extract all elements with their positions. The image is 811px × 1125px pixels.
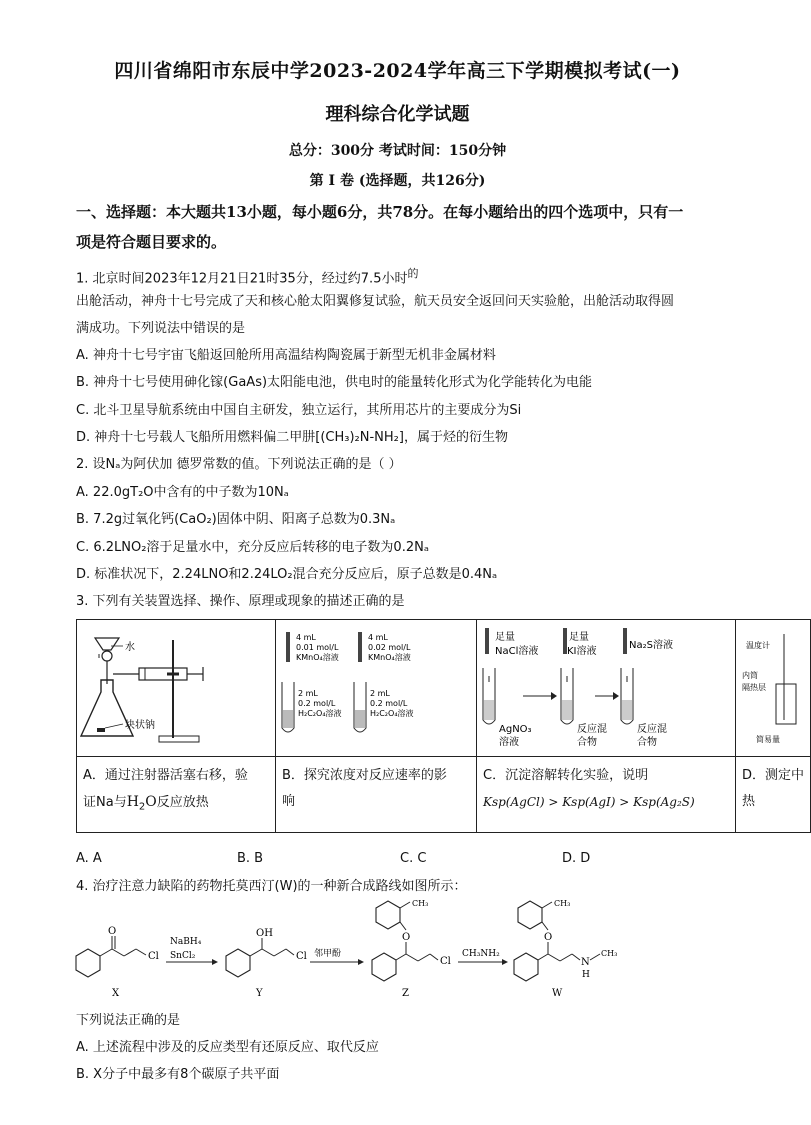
exam-subtitle: 理科综合化学试题 [325, 104, 470, 125]
apparatus-table [76, 619, 811, 833]
svg-text:4 mL: 4 mL [296, 633, 316, 642]
svg-text:0.02 mol/L: 0.02 mol/L [368, 643, 411, 652]
svg-text:KMnO₄溶液: KMnO₄溶液 [296, 653, 339, 662]
apparatus-b-cell [276, 620, 477, 757]
svg-text:KMnO₄溶液: KMnO₄溶液 [368, 653, 411, 662]
q2-stem: 2. 设Nₐ为阿伏加 德罗常数的值。下列说法正确的是（ ） [76, 457, 402, 472]
svg-text:O: O [544, 932, 553, 943]
svg-text:NaCl溶液: NaCl溶液 [495, 646, 539, 657]
svg-text:邻甲酚: 邻甲酚 [314, 949, 342, 959]
caption-d: D．测定中 热 [736, 757, 811, 833]
q1-option-b: B. 神舟十七号使用砷化镓(GaAs)太阳能电池，供电时的能量转化形式为化学能转化为电能 [76, 375, 593, 390]
label-sodium: 块状钠 [125, 720, 155, 731]
apparatus-c-figure [477, 620, 735, 752]
caption-c: C．沉淀溶解转化实验，说明 Ksp(AgCl) > Ksp(AgI) > Ksp(Ag₂S) [477, 757, 736, 833]
svg-text:Cl: Cl [148, 951, 159, 962]
q2-option-b: B. 7.2g过氧化钙(CaO₂)固体中阴、阳离子总数为0.3Nₐ [76, 512, 396, 527]
q2-option-d: D. 标准状况下，2.24LNO和2.24LO₂混合充分反应后，原子总数是0.4Nₐ [76, 567, 498, 582]
apparatus-d-figure [736, 620, 796, 752]
q1-option-d: D. 神舟十七号载人飞船所用燃料偏二甲肼[(CH₃)₂N-NH₂]，属于烃的衍生物 [76, 430, 508, 445]
q4-option-a: A. 上述流程中涉及的反应类型有还原反应、取代反应 [76, 1040, 379, 1055]
exam-title: 四川省绵阳市东辰中学2023-2024学年高三下学期模拟考试(一) [114, 60, 681, 82]
apparatus-a-cell [77, 620, 276, 757]
exam-meta: 总分：300分 考试时间：150分钟 [288, 143, 507, 159]
q4-stem: 4. 治疗注意力缺陷的药物托莫西汀(W)的一种新合成路线如图所示： [76, 879, 467, 894]
q4-follow: 下列说法正确的是 [76, 1013, 181, 1028]
q3-choice-c: C. C [400, 851, 427, 866]
svg-text:Z: Z [402, 988, 409, 999]
svg-text:0.01 mol/L: 0.01 mol/L [296, 643, 339, 652]
svg-text:反应混: 反应混 [577, 724, 607, 735]
svg-text:OH: OH [256, 928, 273, 939]
q3-choice-a: A. A [76, 851, 102, 866]
q1-stem-line-1: 1. 北京时间2023年12月21日21时35分，经过约7.5小时$^的$ [76, 267, 419, 287]
svg-text:NaBH₄: NaBH₄ [170, 937, 202, 947]
svg-text:H₂C₂O₄溶液: H₂C₂O₄溶液 [370, 709, 414, 718]
caption-a: A．通过注射器活塞右移，验 证Na与$H_2O$反应放热 [77, 757, 276, 833]
svg-text:X: X [112, 988, 120, 999]
apparatus-d-cell [736, 620, 811, 757]
apparatus-c-cell [477, 620, 736, 757]
caption-b: B．探究浓度对反应速率的影 响 [276, 757, 477, 833]
svg-text:Y: Y [256, 988, 263, 999]
svg-text:O: O [402, 932, 411, 943]
svg-text:SnCl₂: SnCl₂ [170, 951, 196, 961]
q1-option-a: A. 神舟十七号宇宙飞船返回舱所用高温结构陶瓷属于新型无机非金属材料 [76, 348, 496, 363]
svg-text:合物: 合物 [637, 737, 657, 748]
svg-text:2 mL: 2 mL [298, 689, 318, 698]
svg-text:反应混: 反应混 [637, 724, 667, 735]
svg-text:H₂C₂O₄溶液: H₂C₂O₄溶液 [298, 709, 342, 718]
svg-text:Na₂S溶液: Na₂S溶液 [629, 640, 673, 651]
svg-text:合物: 合物 [577, 737, 597, 748]
svg-text:溶液: 溶液 [499, 737, 519, 748]
svg-text:温度计: 温度计 [746, 641, 770, 650]
svg-text:CH₃NH₂: CH₃NH₂ [462, 949, 500, 959]
svg-text:内筒: 内筒 [742, 671, 758, 680]
svg-text:KI溶液: KI溶液 [567, 646, 597, 657]
q1-option-c: C. 北斗卫星导航系统由中国自主研发，独立运行，其所用芯片的主要成分为Si [76, 403, 522, 418]
svg-text:O: O [108, 926, 117, 937]
volume-heading: 第 I 卷 (选择题，共126分) [309, 173, 486, 189]
q3-choice-d: D. D [562, 851, 591, 866]
svg-text:AgNO₃: AgNO₃ [499, 724, 532, 735]
apparatus-a-figure [77, 620, 275, 752]
svg-text:W: W [552, 988, 563, 999]
svg-text:Cl: Cl [440, 956, 451, 967]
svg-text:CH₃: CH₃ [412, 899, 429, 908]
q1-stem-line-2: 出舱活动，神舟十七号完成了天和核心舱太阳翼修复试验，航天员安全返回问天实验舱，出舱活动取得圆 [76, 294, 675, 309]
svg-text:N: N [581, 957, 590, 968]
svg-text:CH₃: CH₃ [554, 899, 571, 908]
section-instructions [76, 197, 716, 257]
svg-text:CH₃: CH₃ [601, 949, 618, 958]
apparatus-b-figure [276, 620, 476, 752]
section-line-1: 一、选择题：本大题共13小题，每小题6分，共78分。在每小题给出的四个选项中，只有一 [76, 203, 684, 221]
q3-choice-b: B. B [237, 851, 264, 866]
synthesis-route-figure [66, 898, 666, 1002]
svg-text:隔热层: 隔热层 [742, 683, 766, 692]
q2-option-c: C. 6.2LNO₂溶于足量水中，充分反应后转移的电子数为0.2Nₐ [76, 540, 429, 555]
svg-text:足量: 足量 [495, 632, 515, 643]
svg-text:Cl: Cl [296, 951, 307, 962]
svg-text:简易量: 简易量 [756, 735, 780, 744]
svg-text:H: H [582, 970, 590, 980]
svg-text:4 mL: 4 mL [368, 633, 388, 642]
q3-stem: 3. 下列有关装置选择、操作、原理或现象的描述正确的是 [76, 594, 405, 609]
q1-stem-line-3: 满成功。下列说法中错误的是 [76, 321, 246, 336]
svg-text:0.2 mol/L: 0.2 mol/L [298, 699, 336, 708]
q2-option-a: A. 22.0gT₂O中含有的中子数为10Nₐ [76, 485, 289, 500]
svg-text:2 mL: 2 mL [370, 689, 390, 698]
svg-text:0.2 mol/L: 0.2 mol/L [370, 699, 408, 708]
section-line-2: 项是符合题目要求的。 [76, 233, 227, 251]
svg-text:足量: 足量 [569, 632, 589, 643]
label-water: 水 [125, 642, 135, 653]
q4-option-b: B. X分子中最多有8个碳原子共平面 [76, 1067, 280, 1082]
